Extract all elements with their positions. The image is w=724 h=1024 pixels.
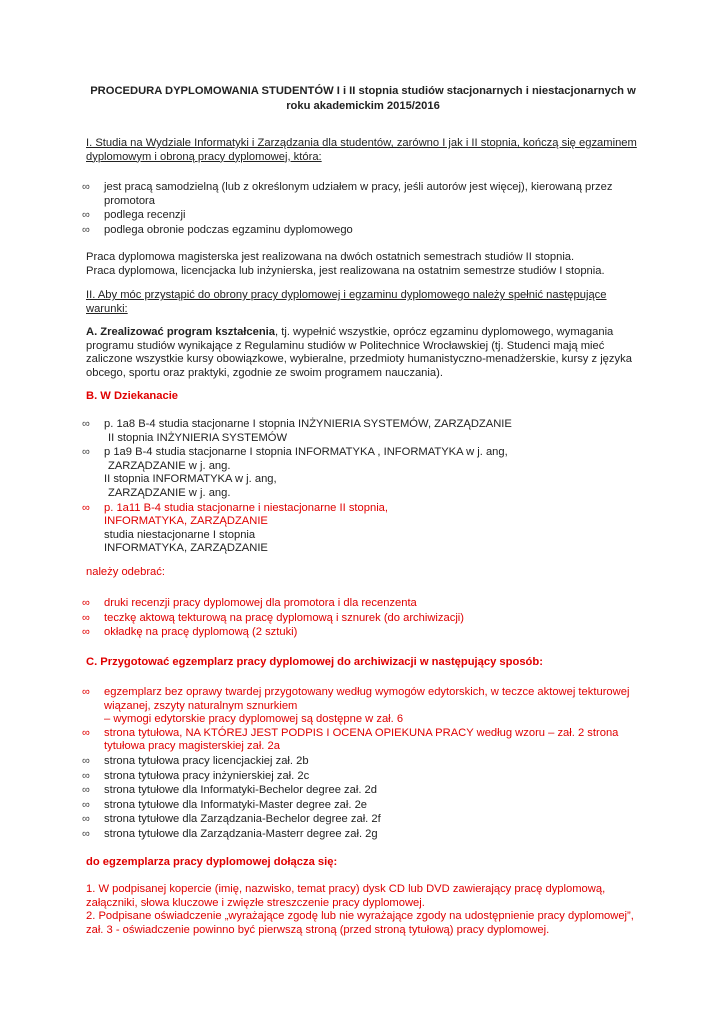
list-item: ∞ strona tytułowa, NA KTÓREJ JEST PODPIS I OCENA OPIEKUNA PRACY według wzoru – zał. 2 strona tytułowa pracy magisterskiej zał. 2a bbox=[82, 726, 619, 753]
section-a bbox=[86, 326, 646, 380]
bullet-icon: ∞ bbox=[82, 501, 90, 514]
bullet-icon: ∞ bbox=[82, 754, 90, 767]
bullet-icon: ∞ bbox=[82, 726, 90, 739]
office-room-list bbox=[82, 418, 646, 556]
list-item: ∞ teczkę aktową tekturową na pracę dyplomową i sznurek (do archiwizacji) bbox=[82, 611, 465, 624]
bullet-icon: ∞ bbox=[82, 418, 90, 430]
bullet-icon: ∞ bbox=[82, 209, 90, 222]
bullet-icon: ∞ bbox=[82, 181, 90, 193]
page-title: PROCEDURA DYPLOMOWANIA STUDENTÓW I i II stopnia studiów stacjonarnych i niestacjonarnych w roku akademickim 2015/2016 bbox=[90, 85, 636, 112]
bullet-icon: ∞ bbox=[82, 626, 90, 639]
list-item: ∞ strona tytułowe dla Zarządzania-Masterr degree zał. 2g bbox=[82, 827, 378, 840]
collect-label: należy odebrać: bbox=[86, 566, 165, 578]
section-a-text: , tj. wypełnić wszystkie, oprócz egzaminu dyplomowego, wymagania programu studiów wynikające z Regulaminu studiów w Politechnice Wrocławskiej (tj. Studenci mają mieć zaliczone wszystkie kursy obowiązkowe, wybieralne, przedmioty humanistyczno-menadżerskie, kursy z języka obcego, sportu oraz praktyki, zgodnie ze swoim programem nauczania). bbox=[86, 326, 632, 379]
section-c-heading: C. Przygotować egzemplarz pracy dyplomowej do archiwizacji w następujący sposób: bbox=[86, 656, 543, 668]
realization-line-2: Praca dyplomowa, licencjacka lub inżynierska, jest realizowana na ostatnim semestrze studiów I stopnia. bbox=[86, 264, 605, 277]
bullet-icon: ∞ bbox=[82, 769, 90, 782]
bullet-icon: ∞ bbox=[82, 611, 90, 624]
realization-line-1: Praca dyplomowa magisterska jest realizowana na dwóch ostatnich semestrach studiów II stopnia. bbox=[86, 251, 575, 263]
bullet-icon: ∞ bbox=[82, 223, 90, 236]
attachments-heading: do egzemplarza pracy dyplomowej dołącza się: bbox=[86, 856, 338, 868]
section-a-lead: A. Zrealizować program kształcenia bbox=[86, 326, 276, 338]
list-item: ∞ egzemplarz bez oprawy twardej przygotowany według wymogów edytorskich, w teczce aktowej tekturowej wiązanej, zszyty naturalnym sznurkiem – wymogi edytorskie pracy dyplomowej są dostępne w zał. 6 bbox=[82, 686, 630, 726]
bullet-icon: ∞ bbox=[82, 686, 90, 698]
bullet-icon: ∞ bbox=[82, 597, 90, 609]
list-item: ∞ strona tytułowa pracy licencjackiej zał. 2b bbox=[82, 754, 309, 767]
list-item: ∞ podlega recenzji bbox=[82, 209, 186, 222]
attachment-item-1: 1. W podpisanej kopercie (imię, nazwisko, temat pracy) dysk CD lub DVD zawierający pracę dyplomową, załączniki, słowa kluczowe i zwięzłe streszczenie pracy dyplomowej. bbox=[86, 883, 606, 909]
bullet-icon: ∞ bbox=[82, 827, 90, 840]
bullet-icon: ∞ bbox=[82, 446, 90, 459]
list-item: ∞ druki recenzji pracy dyplomowej dla promotora i dla recenzenta bbox=[82, 597, 417, 609]
intro-text: I. Studia na Wydziale Informatyki i Zarządzania dla studentów, zarówno I jak i II stopnia, kończą się egzaminem dyplomowym i obroną pracy dyplomowej, która: bbox=[86, 137, 637, 163]
list-item: ∞ strona tytułowe dla Informatyki-Bechelor degree zał. 2d bbox=[82, 784, 377, 797]
intro-bullet-list bbox=[82, 181, 646, 237]
bullet-icon: ∞ bbox=[82, 813, 90, 826]
list-item: ∞ jest pracą samodzielną (lub z określonym udziałem w pracy, jeśli autorów jest więcej), kierowaną przez promotora bbox=[82, 181, 613, 207]
attachments-paragraph bbox=[86, 883, 646, 937]
list-item: ∞ p 1a9 B-4 studia stacjonarne I stopnia INFORMATYKA , INFORMATYKA w j. ang, ZARZĄDZANIE w j. ang. II stopnia INFORMATYKA w j. ang, ZARZĄDZANIE w j. ang. bbox=[82, 446, 508, 499]
list-item: ∞ p. 1a11 B-4 studia stacjonarne i niestacjonarne II stopnia, INFORMATYKA, ZARZĄDZANIE studia niestacjonarne I stopnia INFORMATYKA, ZARZĄDZANIE bbox=[82, 501, 389, 555]
list-item: ∞ strona tytułowa pracy inżynierskiej zał. 2c bbox=[82, 769, 310, 782]
collect-list bbox=[82, 597, 646, 640]
list-item: ∞ okładkę na pracę dyplomową (2 sztuki) bbox=[82, 626, 298, 639]
bullet-icon: ∞ bbox=[82, 798, 90, 811]
list-item: ∞ p. 1a8 B-4 studia stacjonarne I stopnia INŻYNIERIA SYSTEMÓW, ZARZĄDZANIE II stopnia INŻYNIERIA SYSTEMÓW bbox=[82, 418, 512, 444]
realization-paragraph bbox=[86, 251, 646, 278]
bullet-icon: ∞ bbox=[82, 784, 90, 797]
section-2-heading: II. Aby móc przystąpić do obrony pracy dyplomowej i egzaminu dyplomowego należy spełnić następujące warunki: bbox=[86, 289, 607, 315]
list-item: ∞ strona tytułowe dla Zarządzania-Bechelor degree zał. 2f bbox=[82, 813, 381, 826]
section-b-heading: B. W Dziekanacie bbox=[86, 390, 179, 402]
archive-list bbox=[82, 686, 646, 842]
attachment-item-2: 2. Podpisane oświadczenie „wyrażające zgodę lub nie wyrażające zgody na udostępnienie pracy dyplomowej”, zał. 3 - oświadczenie powinno być pierwszą stroną (przed stroną tytułową) pracy dyplomowej. bbox=[86, 910, 634, 936]
list-item: ∞ strona tytułowe dla Informatyki-Master degree zał. 2e bbox=[82, 798, 368, 811]
list-item: ∞ podlega obronie podczas egzaminu dyplomowego bbox=[82, 223, 353, 236]
